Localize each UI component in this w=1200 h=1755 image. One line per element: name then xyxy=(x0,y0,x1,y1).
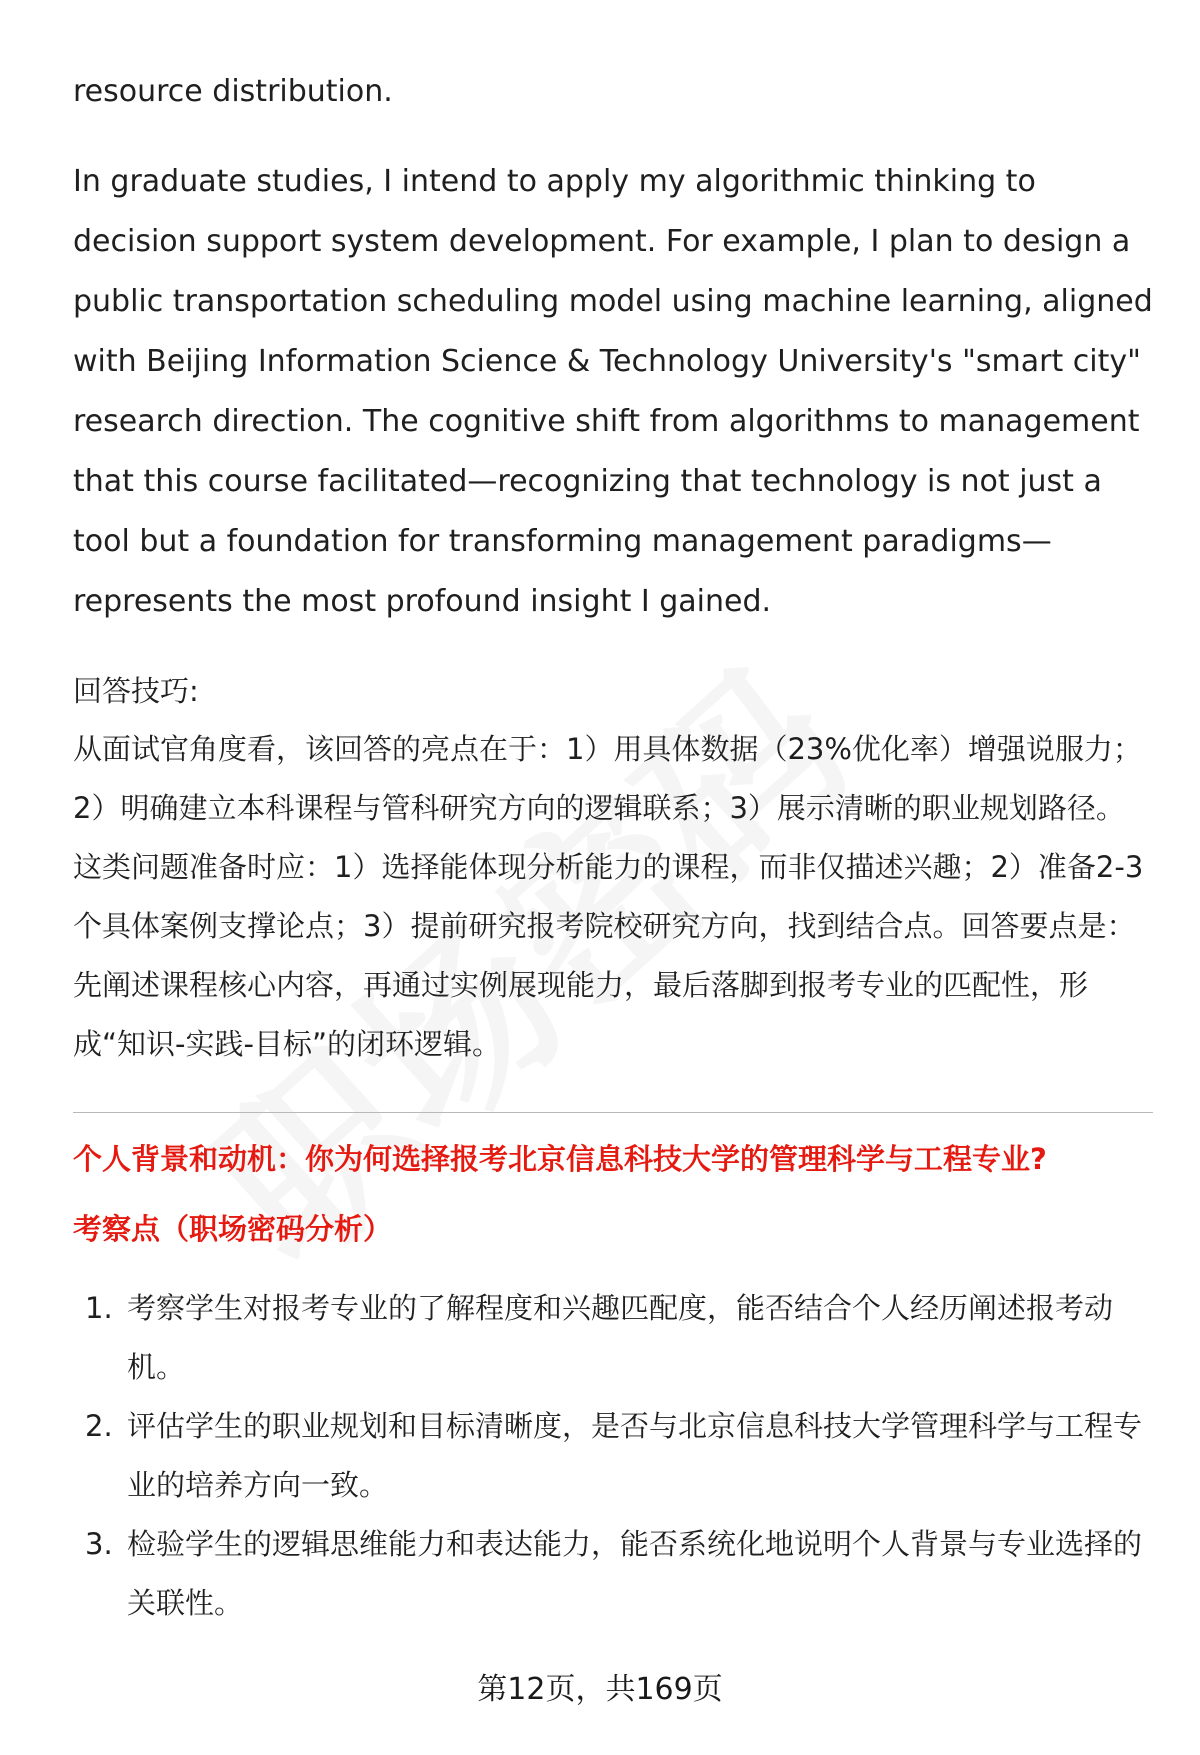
intro-paragraph-1: resource distribution. xyxy=(73,74,393,109)
page-content xyxy=(73,62,1153,1633)
assessment-point xyxy=(73,1397,1153,1515)
question-subtitle: 考察点（职场密码分析） xyxy=(73,1212,393,1246)
point-text: 评估学生的职业规划和目标清晰度，是否与北京信息科技大学管理科学与工程专业的培养方向一致。 xyxy=(127,1409,1143,1502)
point-number: 1. xyxy=(85,1291,113,1325)
assessment-points-list xyxy=(73,1279,1153,1633)
tips-body: 从面试官角度看，该回答的亮点在于：1）用具体数据（23%优化率）增强说服力；2）明确建立本科课程与管科研究方向的逻辑联系；3）展示清晰的职业规划路径。这类问题准备时应：1）选择能体现分析能力的课程，而非仅描述兴趣；2）准备2-3个具体案例支撑论点；3）提前研究报考院校研究方向，找到结合点。回答要点是：先阐述课程核心内容，再通过实例展现能力，最后落脚到报考专业的匹配性，形成“知识-实践-目标”的闭环逻辑。 xyxy=(73,732,1144,1061)
section-divider xyxy=(73,1112,1153,1113)
point-number: 2. xyxy=(85,1409,113,1443)
assessment-point xyxy=(73,1279,1153,1397)
page-number: 第12页，共169页 xyxy=(477,1672,723,1707)
intro-paragraph-2: In graduate studies, I intend to apply my algorithmic thinking to decision support system development. For example, I plan to design a public transportation scheduling model using machine learning, aligned with Beijing Information Science & Technology University's "smart city" research direction. The cognitive shift from algorithms to management that this course facilitated—recognizing that technology is not just a tool but a foundation for transforming management paradigms—represents the most profound insight I gained. xyxy=(73,164,1153,619)
question-title: 个人背景和动机：你为何选择报考北京信息科技大学的管理科学与工程专业? xyxy=(73,1142,1047,1176)
point-text: 检验学生的逻辑思维能力和表达能力，能否系统化地说明个人背景与专业选择的关联性。 xyxy=(127,1527,1143,1620)
point-number: 3. xyxy=(85,1527,113,1561)
tips-heading: 回答技巧: xyxy=(73,674,199,708)
point-text: 考察学生对报考专业的了解程度和兴趣匹配度，能否结合个人经历阐述报考动机。 xyxy=(127,1291,1114,1384)
assessment-point xyxy=(73,1515,1153,1633)
